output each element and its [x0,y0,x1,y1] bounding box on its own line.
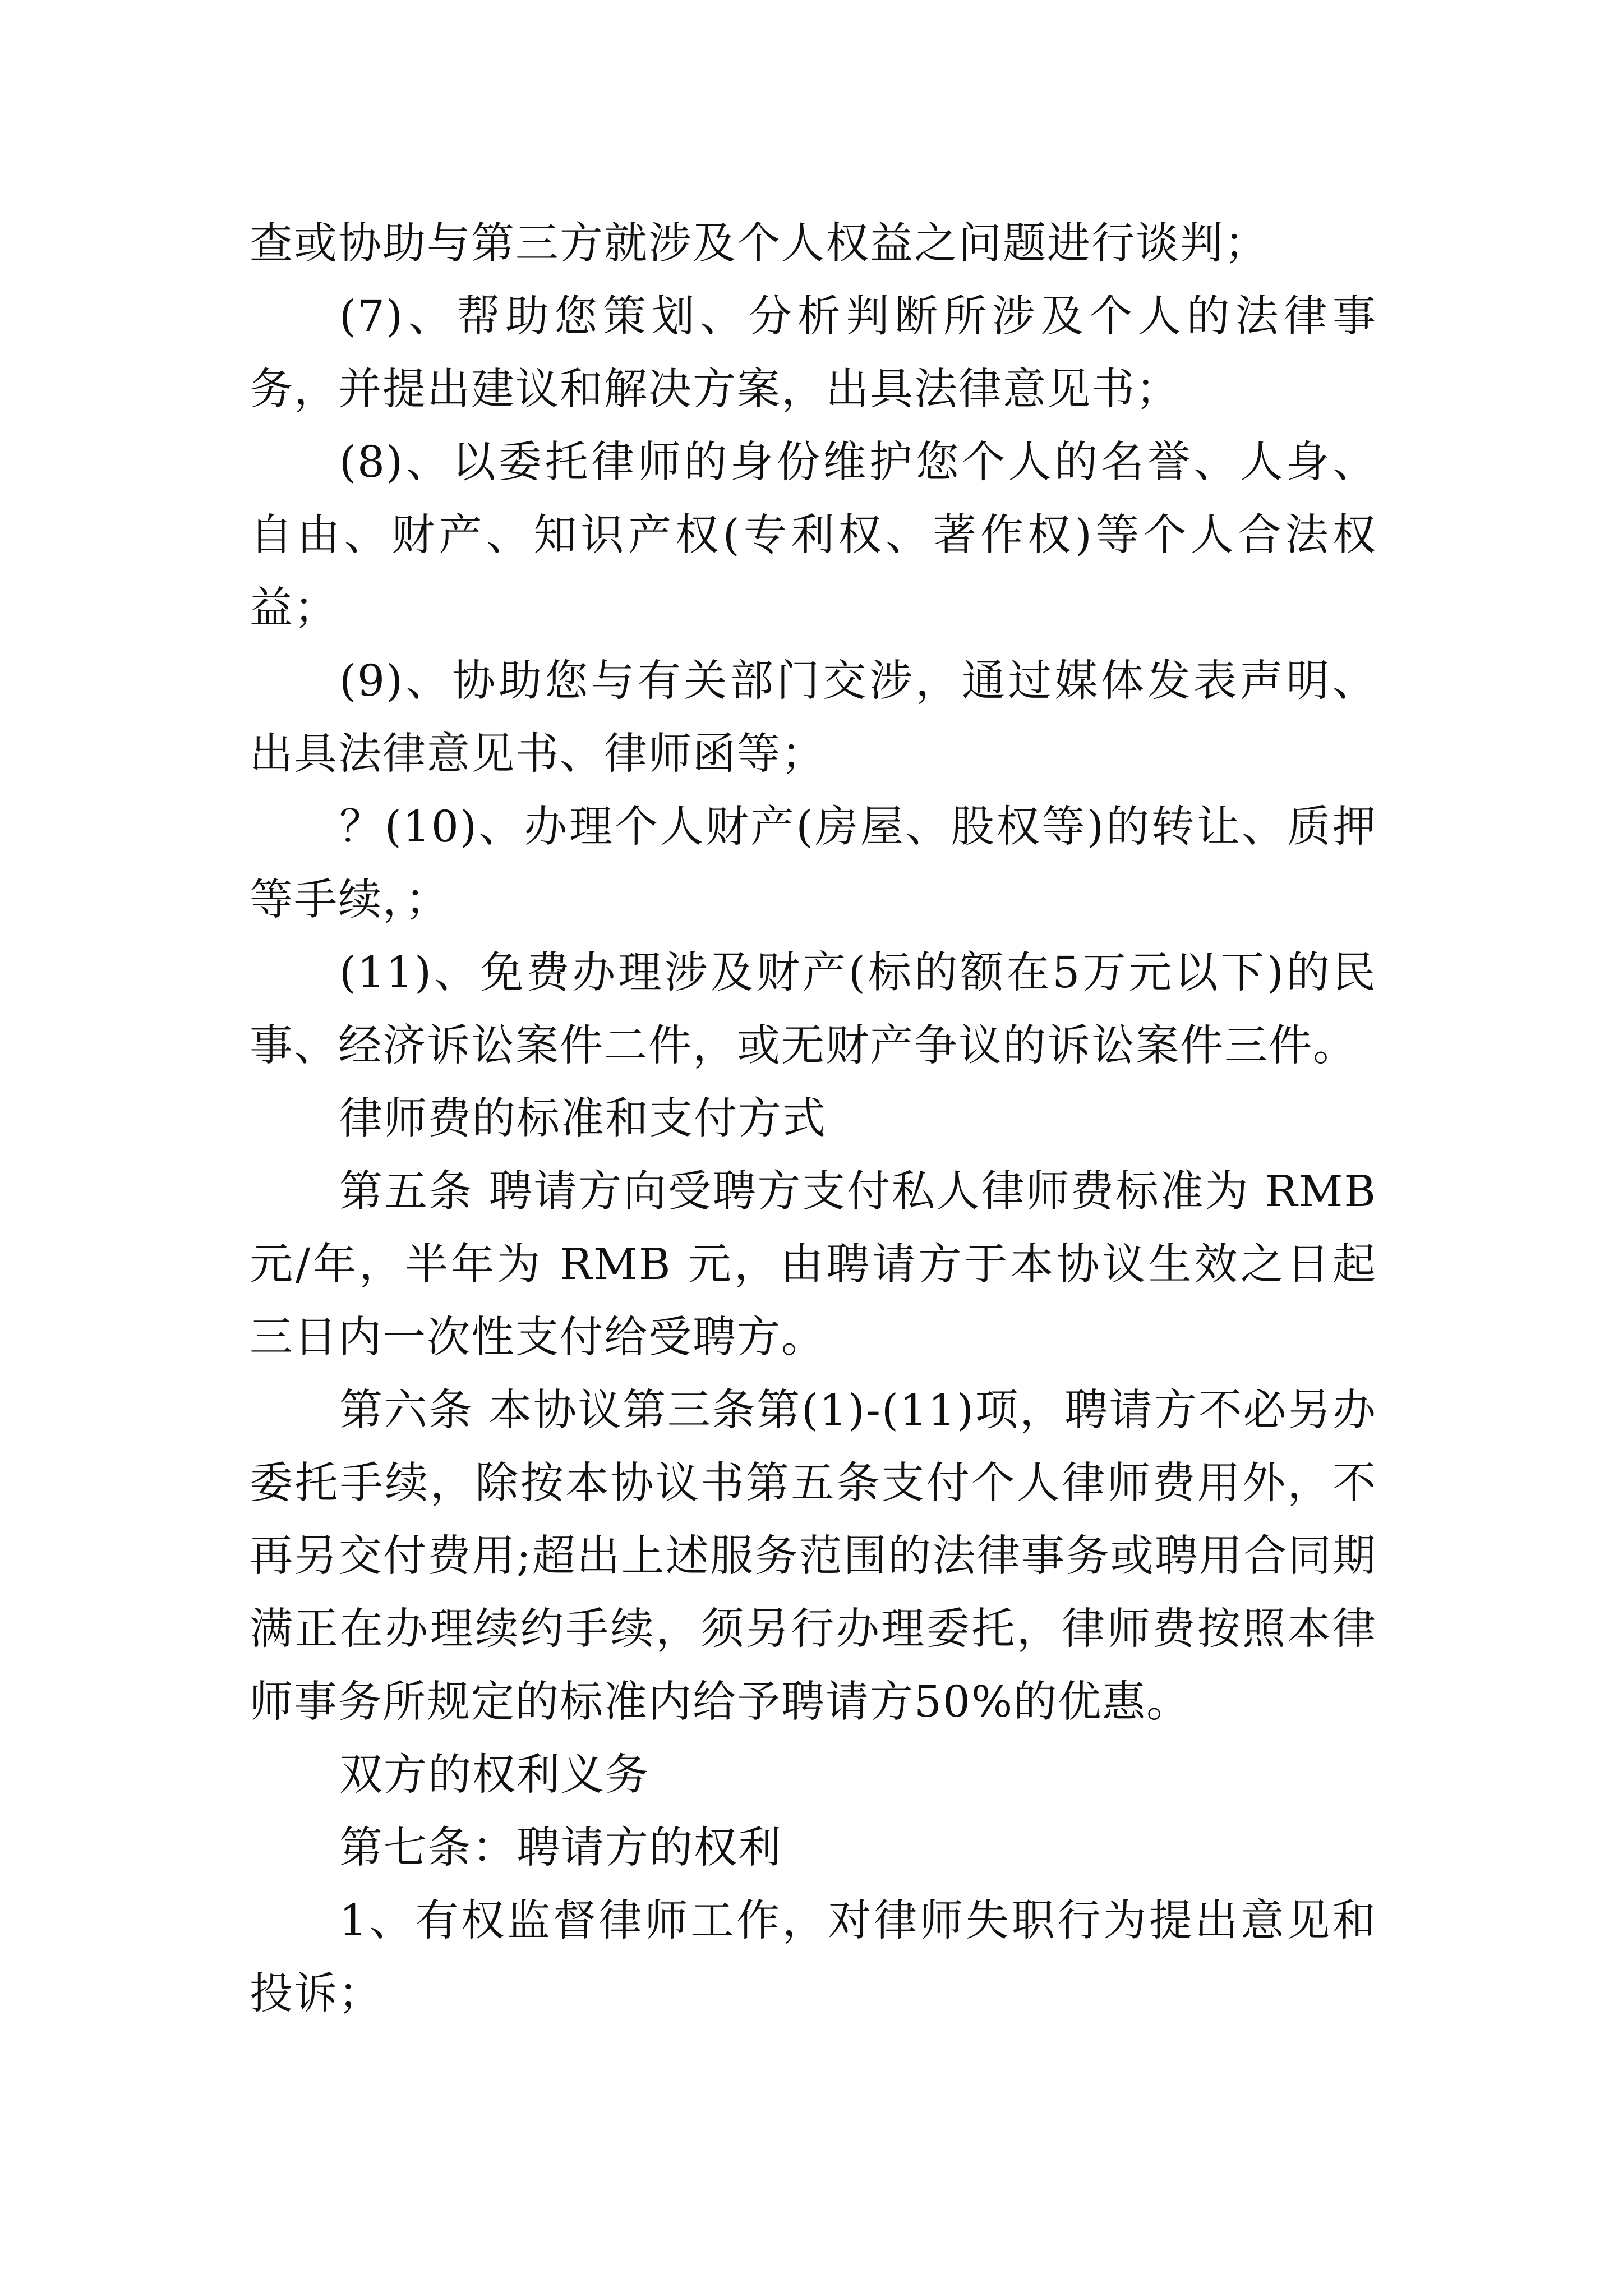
article-5: 第五条 聘请方向受聘方支付私人律师费标准为 RMB 元/年，半年为 RMB 元，由聘请方于本协议生效之日起三日内一次性支付给受聘方。 [250,1167,1377,1363]
section-heading-rights-obligations: 双方的权利义务 [339,1750,649,1800]
article-7-item-1: 1、有权监督律师工作，对律师失职行为提出意见和投诉； [250,1896,1377,2019]
paragraph-item-9: (9)、协助您与有关部门交涉，通过媒体发表声明、出具法律意见书、律师函等； [250,656,1377,779]
paragraph-item-8: (8)、以委托律师的身份维护您个人的名誉、人身、自由、财产、知识产权(专利权、著作权)等个人合法权益； [250,438,1377,633]
article-6: 第六条 本协议第三条第(1)-(11)项，聘请方不必另办委托手续，除按本协议书第五条支付个人律师费用外，不再另交付费用;超出上述服务范围的法律事务或聘用合同期满正在办理续约手续，须另行办理委托，律师费按照本律师事务所规定的标准内给予聘请方50%的优惠。 [250,1386,1377,1727]
document-body [250,208,1377,2031]
section-heading-fees: 律师费的标准和支付方式 [339,1094,827,1144]
paragraph-item-10: ？(10)、办理个人财产(房屋、股权等)的转让、质押等手续，； [250,802,1377,925]
paragraph-continuation: 查或协助与第三方就涉及个人权益之问题进行谈判； [250,219,1269,269]
paragraph-item-7: (7)、帮助您策划、分析判断所涉及个人的法律事务，并提出建议和解决方案，出具法律意见书； [250,292,1377,415]
article-7-title: 第七条：聘请方的权利 [339,1823,782,1873]
paragraph-item-11: (11)、免费办理涉及财产(标的额在5万元以下)的民事、经济诉讼案件二件，或无财产争议的诉讼案件三件。 [250,948,1377,1071]
